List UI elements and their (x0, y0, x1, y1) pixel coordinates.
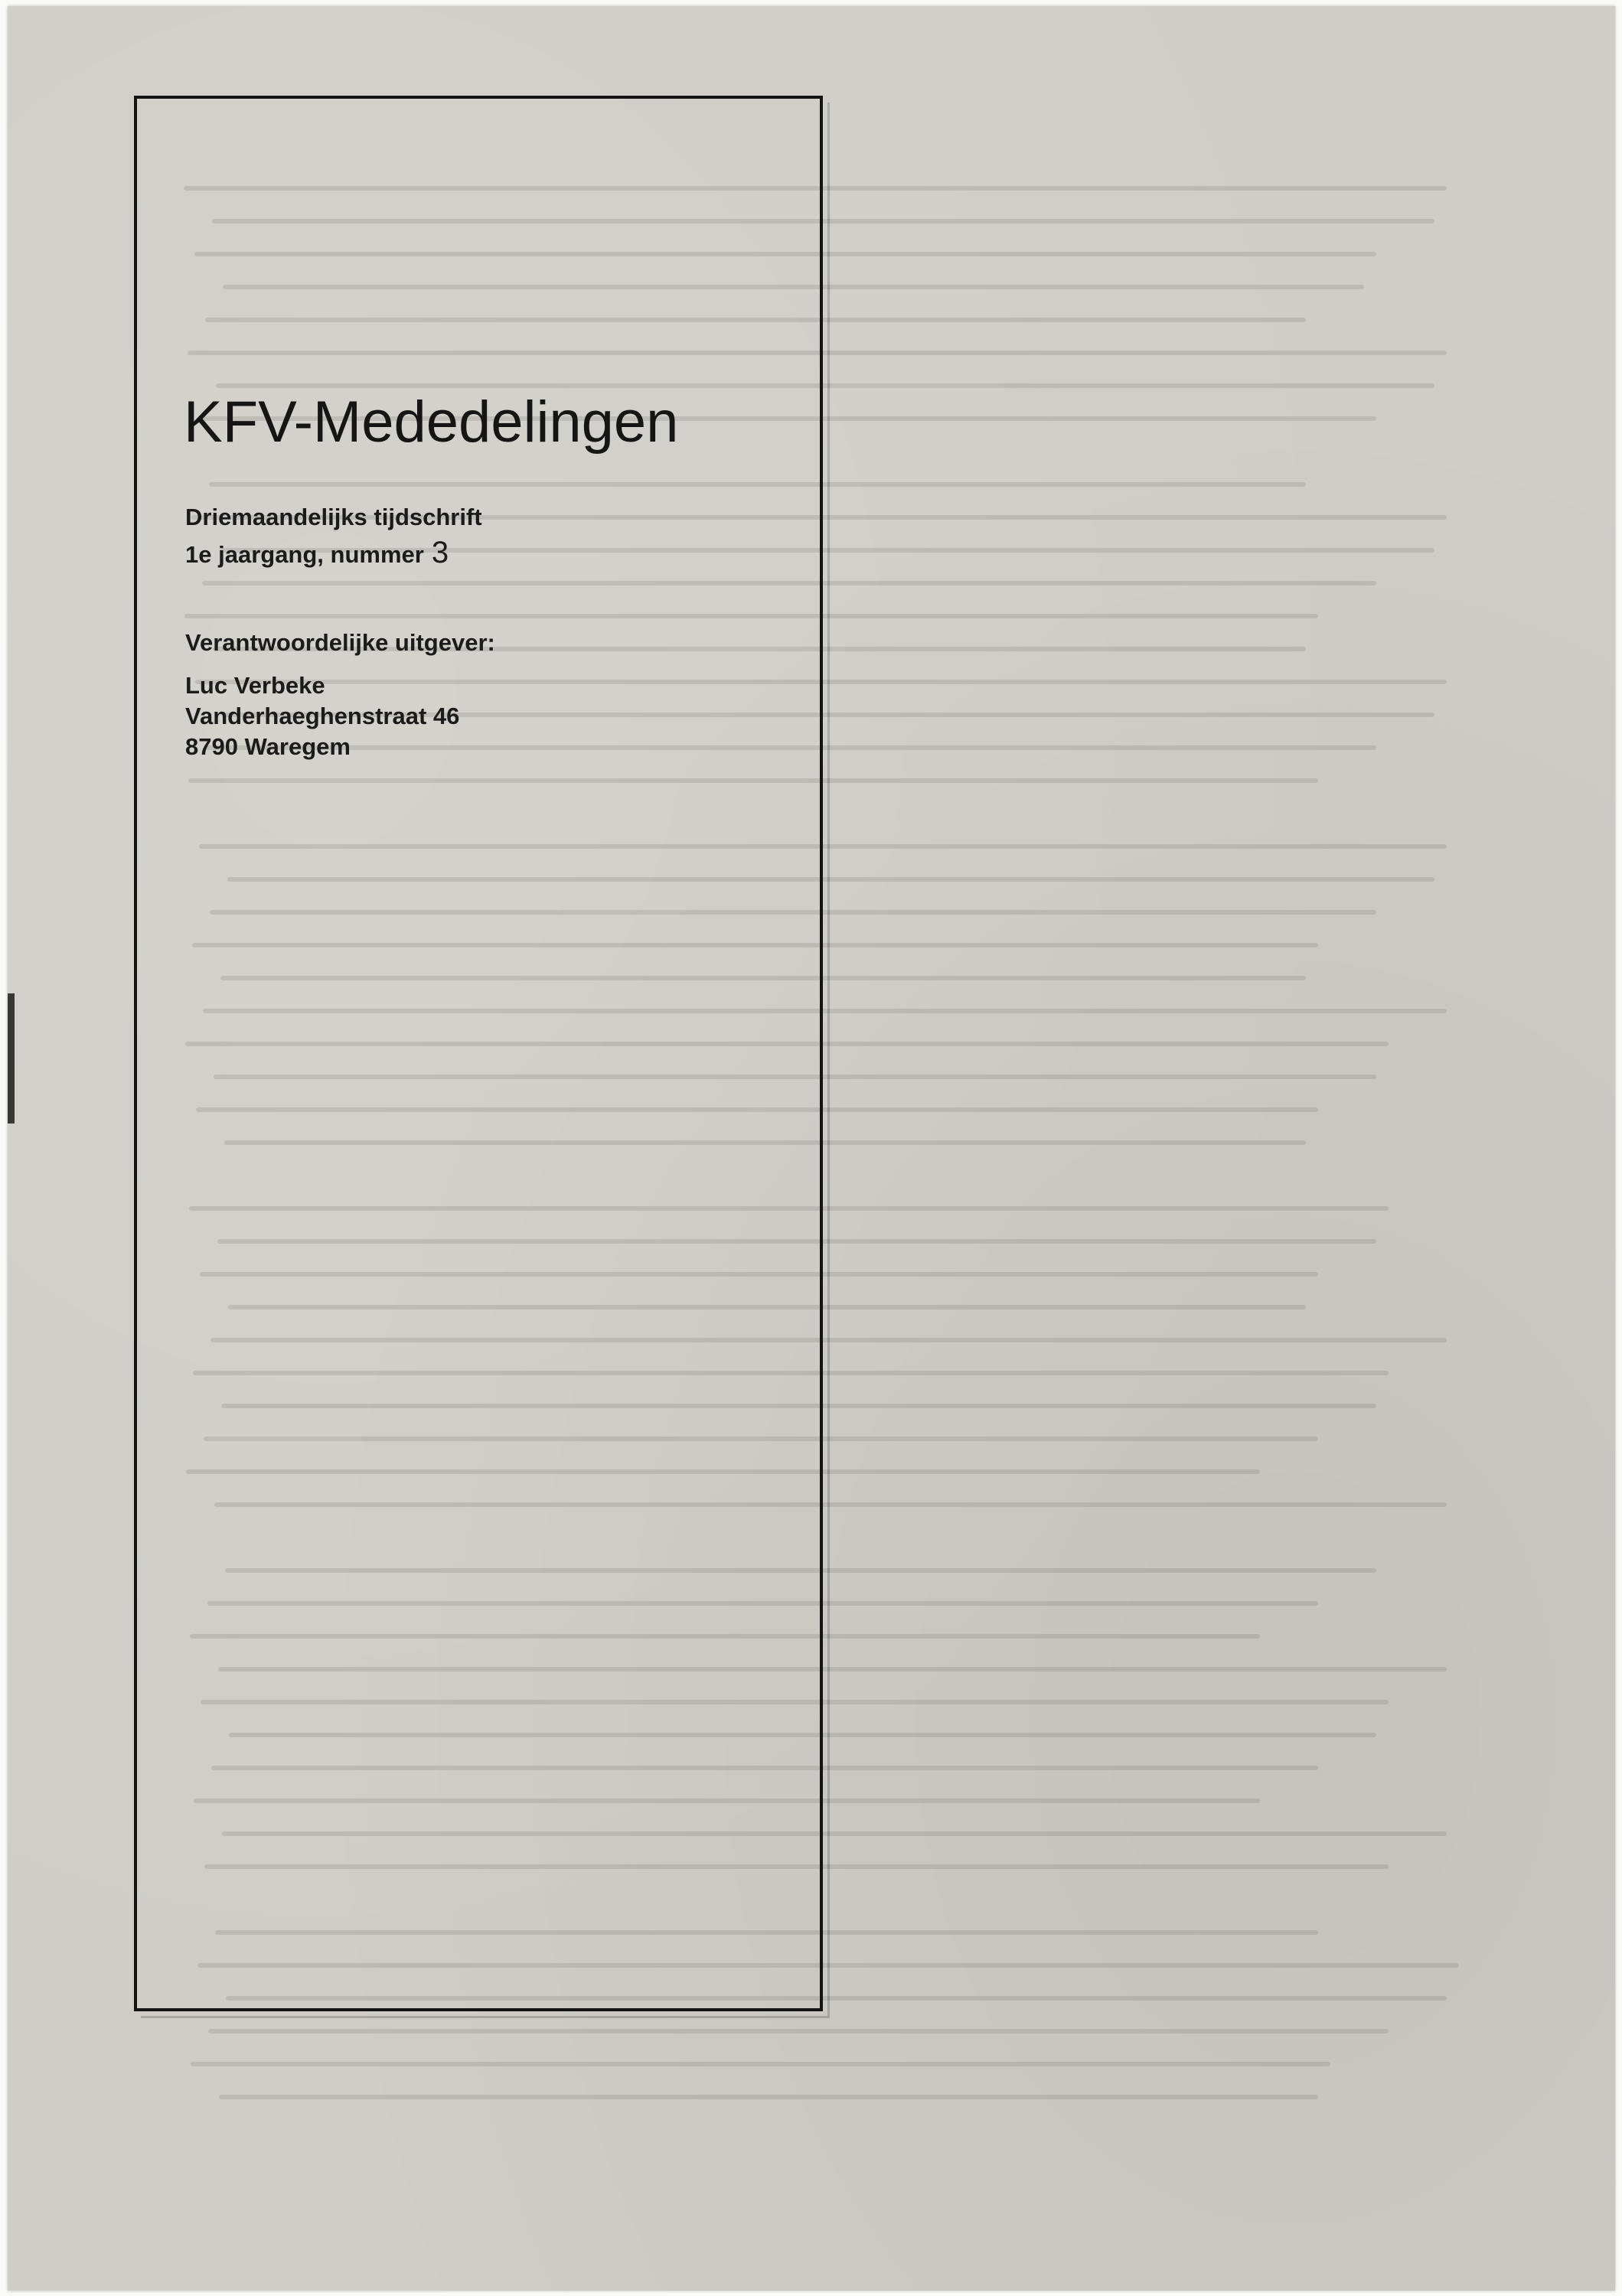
cover-frame (134, 96, 823, 2011)
publication-subtitle: Driemaandelijks tijdschrift (185, 504, 482, 530)
publisher-city: 8790 Waregem (185, 733, 351, 760)
show-through-line (219, 2095, 1318, 2099)
publisher-name: Luc Verbeke (185, 672, 325, 699)
publisher-street: Vanderhaeghenstraat 46 (185, 703, 460, 729)
show-through-line (208, 2029, 1389, 2033)
volume-line (185, 537, 449, 570)
staple-mark (8, 993, 15, 1124)
show-through-line (191, 2062, 1330, 2066)
issue-number: 3 (431, 536, 449, 569)
publisher-label: Verantwoordelijke uitgever: (185, 629, 495, 656)
document-page (8, 6, 1615, 2291)
publication-title: KFV-Mededelingen (184, 390, 679, 455)
volume-label: 1e jaargang, nummer (185, 541, 424, 568)
